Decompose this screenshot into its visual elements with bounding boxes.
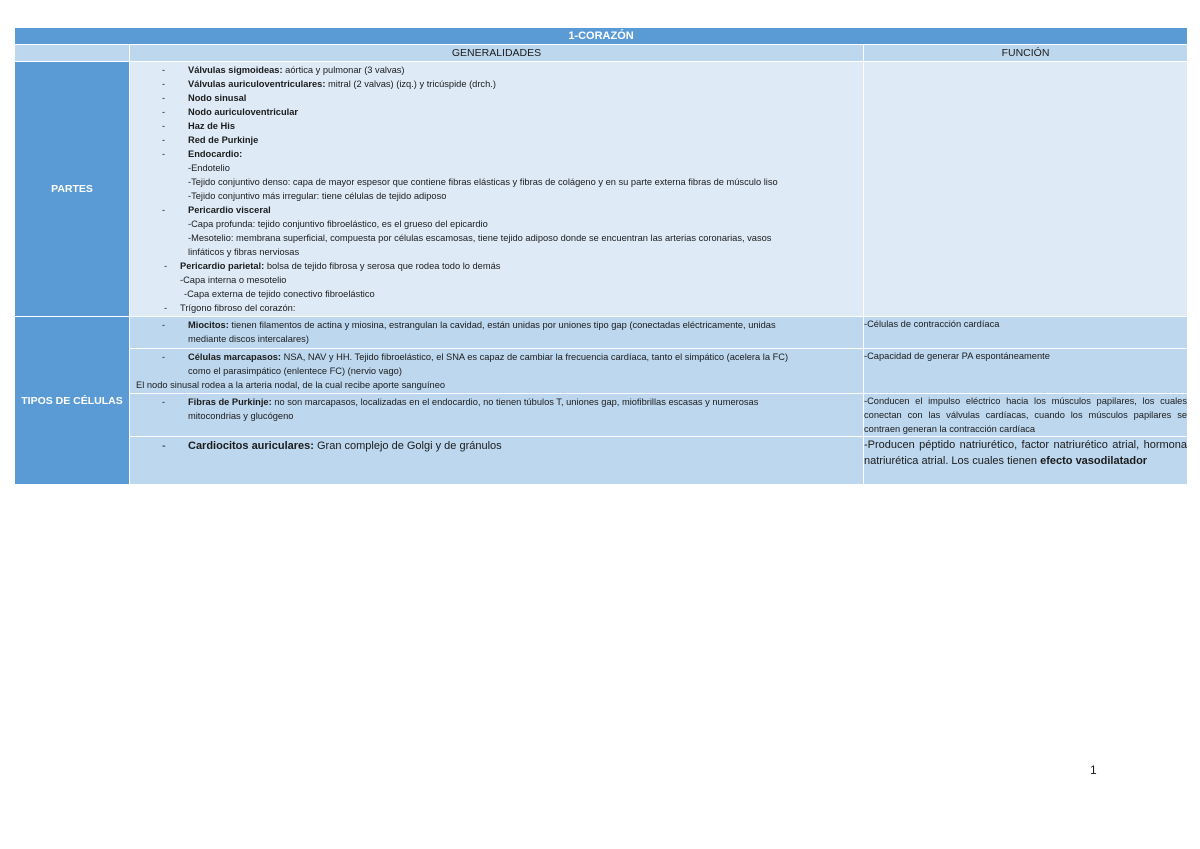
list-item: - Válvulas sigmoideas: aórtica y pulmonar (3 valvas) — [130, 63, 857, 77]
list-item: - Nodo auriculoventricular — [130, 105, 857, 119]
sub-item: -Tejido conjuntivo más irregular: tiene células de tejido adiposo — [188, 191, 447, 201]
sub-item: -Capa externa de tejido conectivo fibroelástico — [184, 289, 375, 299]
list-item: - Nodo sinusal — [130, 91, 857, 105]
list-item: - Red de Purkinje — [130, 133, 857, 147]
list-item: - Endocardio: — [130, 147, 857, 161]
sub-item: -Tejido conjuntivo denso: capa de mayor espesor que contiene fibras elásticas y fibras de colágeno y en su parte externa fibras de músculo liso — [188, 177, 778, 187]
purkinje-funcion: -Conducen el impulso eléctrico hacia los músculos papilares, los cuales conectan con las válvulas cardíacas, cuando los músculos papilares se contraen generan la contracción cardíaca — [864, 394, 1188, 437]
partes-generalidades — [130, 62, 864, 317]
list-item: - Haz de His — [130, 119, 857, 133]
sub-item: -Endotelio — [188, 163, 230, 173]
list-item: - Pericardio visceral — [130, 203, 857, 217]
row-header-partes: PARTES — [15, 62, 130, 317]
list-item: - Células marcapasos: NSA, NAV y HH. Tejido fibroelástico, el SNA es capaz de cambiar la frecuencia cardíaca, tanto el simpático (acelera la FC) — [130, 350, 857, 364]
sub-item: -Mesotelio: membrana superficial, compuesta por células escamosas, tiene tejido adiposo donde se encuentran las arterias coronarias, vasos — [188, 233, 772, 243]
header-corner — [15, 45, 130, 62]
miocitos-generalidades — [130, 317, 864, 349]
list-item: - Miocitos: tienen filamentos de actina y miosina, estrangulan la cavidad, están unidas por uniones tipo gap (conectadas eléctricamente, unidas — [130, 318, 857, 332]
page-number: 1 — [1090, 763, 1097, 777]
partes-funcion — [864, 62, 1188, 317]
row-header-tipos-celulas: TIPOS DE CÉLULAS — [15, 317, 130, 485]
header-funcion: FUNCIÓN — [864, 45, 1188, 62]
cardiocitos-generalidades — [130, 437, 864, 485]
marcapasos-generalidades — [130, 349, 864, 394]
list-item-continuation: mediante discos intercalares) — [188, 334, 309, 344]
list-item: - Fibras de Purkinje: no son marcapasos, localizadas en el endocardio, no tienen túbulos T, uniones gap, miofibrillas escasas y numerosas — [130, 395, 857, 409]
list-item-continuation: como el parasimpático (enlentece FC) (nervio vago) — [188, 366, 402, 376]
list-item: - Trígono fibroso del corazón: — [130, 301, 857, 315]
cardiocitos-funcion: -Producen péptido natriurético, factor natriurético atrial, hormona natriurética atrial. Los cuales tienen efecto vasodilatador — [864, 437, 1188, 485]
corazon-table — [14, 27, 1188, 485]
list-item: - Válvulas auriculoventriculares: mitral (2 valvas) (izq.) y tricúspide (drch.) — [130, 77, 857, 91]
sub-item: -Capa interna o mesotelio — [180, 275, 287, 285]
list-item-continuation: mitocondrias y glucógeno — [188, 411, 294, 421]
marcapasos-funcion: -Capacidad de generar PA espontáneamente — [864, 349, 1188, 394]
header-generalidades: GENERALIDADES — [130, 45, 864, 62]
list-item: - Pericardio parietal: bolsa de tejido fibrosa y serosa que rodea todo lo demás — [130, 259, 857, 273]
sub-item: -Capa profunda: tejido conjuntivo fibroelástico, es el grueso del epicardio — [188, 219, 488, 229]
list-item: - Cardiocitos auriculares: Gran complejo de Golgi y de gránulos — [130, 438, 857, 454]
miocitos-funcion: -Células de contracción cardíaca — [864, 317, 1188, 349]
purkinje-generalidades — [130, 394, 864, 437]
sub-item: linfáticos y fibras nerviosas — [188, 247, 300, 257]
table-title: 1-CORAZÓN — [15, 28, 1188, 45]
nodo-sinusal-note: El nodo sinusal rodea a la arteria nodal, de la cual recibe aporte sanguíneo — [136, 380, 446, 390]
